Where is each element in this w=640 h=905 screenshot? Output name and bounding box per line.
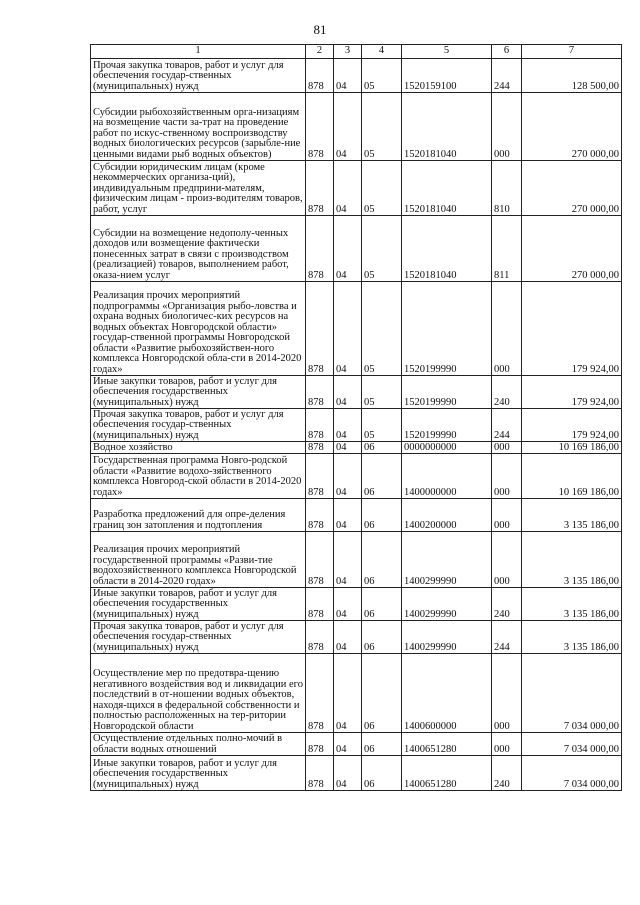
expense-type-cell: 811 <box>492 216 522 282</box>
table-row <box>91 442 622 454</box>
subsection-cell: 05 <box>362 93 402 161</box>
target-article-cell: 1520181040 <box>402 216 492 282</box>
expense-type-cell: 000 <box>492 454 522 499</box>
page-number: 81 <box>313 22 327 37</box>
admin-code-cell: 878 <box>306 499 334 532</box>
table-row <box>91 161 622 216</box>
row-name-cell: Государственная программа Новго-родской области «Развитие водохо-зяйственного комплекса Новгород-ской области в 2014-2020 годах» <box>91 454 306 499</box>
table-row <box>91 499 622 532</box>
section-cell: 04 <box>334 454 362 499</box>
table-row <box>91 282 622 376</box>
target-article-cell: 1520159100 <box>402 59 492 93</box>
table-row <box>91 621 622 654</box>
budget-table <box>90 44 622 791</box>
amount-cell: 7 034 000,00 <box>522 654 622 733</box>
admin-code-cell: 878 <box>306 654 334 733</box>
column-header: 3 <box>334 45 362 59</box>
row-name-cell: Реализация прочих мероприятий государственной программы «Разви-тие водохозяйственного комплекса Новгородской области в 2014-2020 годах» <box>91 532 306 588</box>
section-cell: 04 <box>334 442 362 454</box>
amount-cell: 3 135 186,00 <box>522 621 622 654</box>
target-article-cell: 1400299990 <box>402 621 492 654</box>
target-article-cell: 1400651280 <box>402 733 492 756</box>
amount-cell: 179 924,00 <box>522 376 622 409</box>
column-header: 5 <box>402 45 492 59</box>
table-row <box>91 216 622 282</box>
target-article-cell: 1400600000 <box>402 654 492 733</box>
admin-code-cell: 878 <box>306 93 334 161</box>
expense-type-cell: 240 <box>492 588 522 621</box>
target-article-cell: 1400000000 <box>402 454 492 499</box>
row-name-cell: Прочая закупка товаров, работ и услуг для обеспечения государ-ственных (муниципальных) нужд <box>91 409 306 442</box>
subsection-cell: 06 <box>362 499 402 532</box>
section-cell: 04 <box>334 756 362 791</box>
target-article-cell: 1400200000 <box>402 499 492 532</box>
target-article-cell: 1400299990 <box>402 532 492 588</box>
row-name-cell: Водное хозяйство <box>91 442 306 454</box>
expense-type-cell: 244 <box>492 621 522 654</box>
row-name-cell: Осуществление отдельных полно-мочий в области водных отношений <box>91 733 306 756</box>
table-row <box>91 93 622 161</box>
row-name-cell: Прочая закупка товаров, работ и услуг для обеспечения государ-ственных (муниципальных) нужд <box>91 59 306 93</box>
subsection-cell: 05 <box>362 216 402 282</box>
table-row <box>91 588 622 621</box>
admin-code-cell: 878 <box>306 733 334 756</box>
expense-type-cell: 810 <box>492 161 522 216</box>
table-row <box>91 733 622 756</box>
table-row <box>91 454 622 499</box>
subsection-cell: 06 <box>362 654 402 733</box>
row-name-cell: Иные закупки товаров, работ и услуг для обеспечения государственных (муниципальных) нужд <box>91 588 306 621</box>
target-article-cell: 1400651280 <box>402 756 492 791</box>
table-row <box>91 59 622 93</box>
expense-type-cell: 000 <box>492 282 522 376</box>
row-name-cell: Иные закупки товаров, работ и услуг для обеспечения государственных (муниципальных) нужд <box>91 756 306 791</box>
subsection-cell: 06 <box>362 621 402 654</box>
row-name-cell: Иные закупки товаров, работ и услуг для обеспечения государственных (муниципальных) нужд <box>91 376 306 409</box>
row-name-cell: Реализация прочих мероприятий подпрограммы «Организация рыбо-ловства и охрана водных биологичес-ких ресурсов на водных объектах Новгородской области» государ-ственной программы Новгородской области «Развитие рыбохозяйствен-ного комплекса Новгородской обла-сти в 2014-2020 годах» <box>91 282 306 376</box>
section-cell: 04 <box>334 588 362 621</box>
admin-code-cell: 878 <box>306 409 334 442</box>
target-article-cell: 1520199990 <box>402 376 492 409</box>
subsection-cell: 06 <box>362 756 402 791</box>
admin-code-cell: 878 <box>306 588 334 621</box>
subsection-cell: 05 <box>362 376 402 409</box>
subsection-cell: 05 <box>362 59 402 93</box>
amount-cell: 179 924,00 <box>522 409 622 442</box>
section-cell: 04 <box>334 409 362 442</box>
row-name-cell: Осуществление мер по предотвра-щению негативного воздействия вод и ликвидации его последствий в от-ношении водных объектов, находя-щихся в федеральной собственности и полностью расположенных на тер-ритории Новгородской области <box>91 654 306 733</box>
amount-cell: 270 000,00 <box>522 216 622 282</box>
target-article-cell: 1520181040 <box>402 93 492 161</box>
table-row <box>91 376 622 409</box>
admin-code-cell: 878 <box>306 282 334 376</box>
target-article-cell: 1400299990 <box>402 588 492 621</box>
admin-code-cell: 878 <box>306 621 334 654</box>
amount-cell: 7 034 000,00 <box>522 756 622 791</box>
subsection-cell: 06 <box>362 532 402 588</box>
target-article-cell: 1520199990 <box>402 409 492 442</box>
amount-cell: 128 500,00 <box>522 59 622 93</box>
amount-cell: 3 135 186,00 <box>522 499 622 532</box>
target-article-cell: 0000000000 <box>402 442 492 454</box>
amount-cell: 270 000,00 <box>522 161 622 216</box>
section-cell: 04 <box>334 532 362 588</box>
amount-cell: 3 135 186,00 <box>522 588 622 621</box>
target-article-cell: 1520181040 <box>402 161 492 216</box>
admin-code-cell: 878 <box>306 756 334 791</box>
admin-code-cell: 878 <box>306 454 334 499</box>
column-header: 7 <box>522 45 622 59</box>
subsection-cell: 06 <box>362 454 402 499</box>
admin-code-cell: 878 <box>306 532 334 588</box>
section-cell: 04 <box>334 282 362 376</box>
expense-type-cell: 240 <box>492 376 522 409</box>
target-article-cell: 1520199990 <box>402 282 492 376</box>
table-header-row <box>91 45 622 59</box>
admin-code-cell: 878 <box>306 442 334 454</box>
section-cell: 04 <box>334 654 362 733</box>
column-header: 4 <box>362 45 402 59</box>
admin-code-cell: 878 <box>306 161 334 216</box>
section-cell: 04 <box>334 376 362 409</box>
subsection-cell: 06 <box>362 588 402 621</box>
amount-cell: 179 924,00 <box>522 282 622 376</box>
row-name-cell: Субсидии рыбохозяйственным орга-низациям на возмещение части за-трат на проведение работ по искус-ственному воспроизводству водных биологических ресурсов (зарыбле-ние ценными видами рыб водных объектов) <box>91 93 306 161</box>
section-cell: 04 <box>334 216 362 282</box>
amount-cell: 270 000,00 <box>522 93 622 161</box>
subsection-cell: 06 <box>362 733 402 756</box>
expense-type-cell: 000 <box>492 733 522 756</box>
expense-type-cell: 000 <box>492 442 522 454</box>
section-cell: 04 <box>334 499 362 532</box>
expense-type-cell: 000 <box>492 499 522 532</box>
amount-cell: 10 169 186,00 <box>522 442 622 454</box>
amount-cell: 10 169 186,00 <box>522 454 622 499</box>
table-row <box>91 756 622 791</box>
section-cell: 04 <box>334 93 362 161</box>
section-cell: 04 <box>334 161 362 216</box>
expense-type-cell: 000 <box>492 532 522 588</box>
row-name-cell: Разработка предложений для опре-деления границ зон затопления и подтопления <box>91 499 306 532</box>
section-cell: 04 <box>334 621 362 654</box>
section-cell: 04 <box>334 733 362 756</box>
section-cell: 04 <box>334 59 362 93</box>
column-header: 2 <box>306 45 334 59</box>
row-name-cell: Субсидии юридическим лицам (кроме некоммерческих организа-ций), индивидуальным предприни-мателям, физическим лицам - произ-водителям товаров, работ, услуг <box>91 161 306 216</box>
row-name-cell: Прочая закупка товаров, работ и услуг для обеспечения государ-ственных (муниципальных) нужд <box>91 621 306 654</box>
expense-type-cell: 244 <box>492 59 522 93</box>
expense-type-cell: 000 <box>492 654 522 733</box>
amount-cell: 7 034 000,00 <box>522 733 622 756</box>
subsection-cell: 05 <box>362 161 402 216</box>
admin-code-cell: 878 <box>306 59 334 93</box>
subsection-cell: 05 <box>362 409 402 442</box>
admin-code-cell: 878 <box>306 376 334 409</box>
table-row <box>91 532 622 588</box>
column-header: 6 <box>492 45 522 59</box>
expense-type-cell: 240 <box>492 756 522 791</box>
table-row <box>91 654 622 733</box>
admin-code-cell: 878 <box>306 216 334 282</box>
subsection-cell: 06 <box>362 442 402 454</box>
row-name-cell: Субсидии на возмещение недополу-ченных доходов или возмещение фактически понесенных затрат в связи с производством (реализацией) товаров, выполнением работ, оказа-нием услуг <box>91 216 306 282</box>
expense-type-cell: 000 <box>492 93 522 161</box>
subsection-cell: 05 <box>362 282 402 376</box>
amount-cell: 3 135 186,00 <box>522 532 622 588</box>
column-header: 1 <box>91 45 306 59</box>
expense-type-cell: 244 <box>492 409 522 442</box>
table-row <box>91 409 622 442</box>
